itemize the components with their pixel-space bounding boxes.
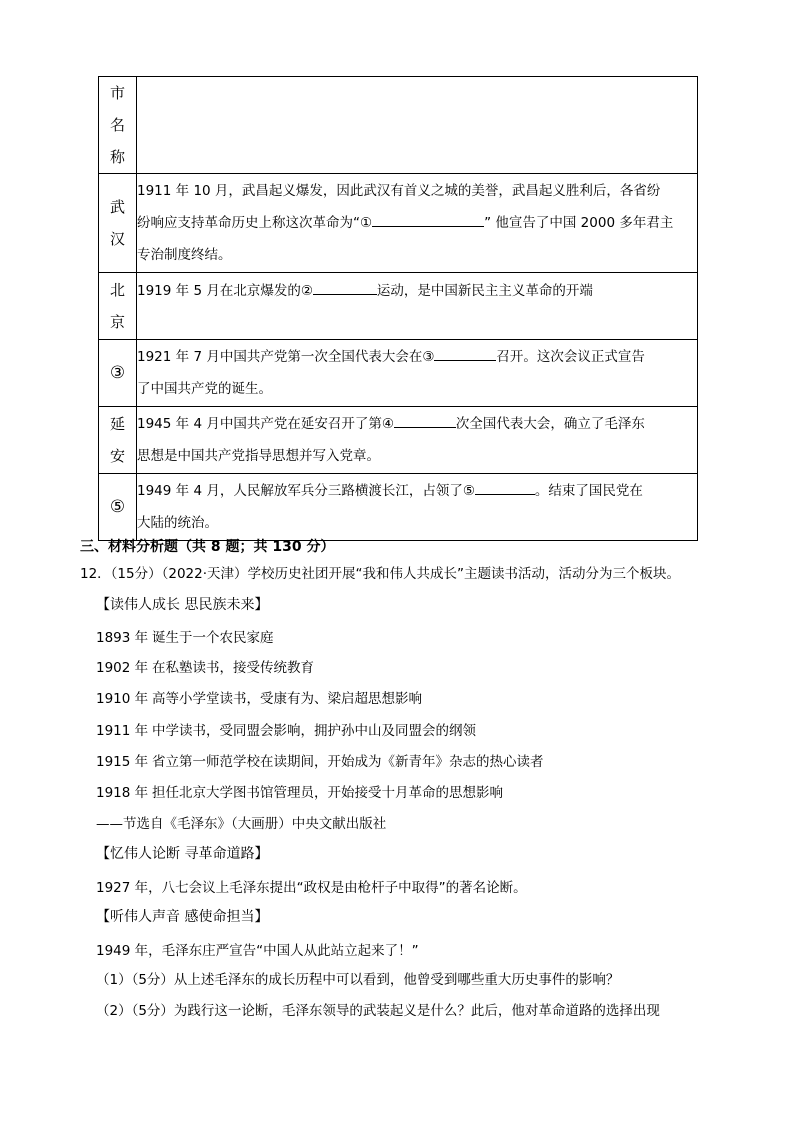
city-cell: ⑤ (99, 474, 137, 541)
city-cell: ③ (99, 340, 137, 407)
table-row (99, 174, 698, 273)
timeline-item: 1910 年 高等小学堂读书，受康有为、梁启超思想影响 (96, 691, 422, 707)
answer-blank-5[interactable] (475, 481, 535, 496)
city-cell: 北 京 (99, 273, 137, 340)
answer-blank-4[interactable] (394, 414, 456, 429)
timeline-item: 1918 年 担任北京大学图书馆管理员，开始接受十月革命的思想影响 (96, 785, 503, 801)
block-title: 【读伟人成长 思民族未来】 (96, 597, 269, 613)
history-table (98, 76, 698, 541)
question-heading: 12．（15分）（2022·天津）学校历史社团开展“我和伟人共成长”主题读书活动，活动分为三个板块。 (80, 566, 680, 582)
description-cell: 1921 年 7 月中国共产党第一次全国代表大会在③ 召开。这次会议正式宣告 了中国共产党的诞生。 (137, 340, 698, 407)
description-cell: 1919 年 5 月在北京爆发的② 运动，是中国新民主主义革命的开端 (137, 273, 698, 340)
description-cell: 1911 年 10 月，武昌起义爆发，因此武汉有首义之城的美誉，武昌起义胜利后，各省纷 纷响应支持革命历史上称这次革命为“① ” 他宣告了中国 2000 多年君主 专治制度终结。 (137, 174, 698, 273)
block-text: 1927 年，八七会议上毛泽东提出“政权是由枪杆子中取得”的著名论断。 (96, 880, 527, 896)
block-title: 【听伟人声音 感使命担当】 (96, 909, 269, 925)
timeline-item: 1893 年 诞生于一个农民家庭 (96, 630, 274, 646)
timeline-item: 1915 年 省立第一师范学校在读期间，开始成为《新青年》杂志的热心读者 (96, 754, 544, 770)
city-header-cell: 市 名 称 (99, 77, 137, 174)
timeline-item: 1911 年 中学读书，受同盟会影响，拥护孙中山及同盟会的纲领 (96, 723, 476, 739)
table-row (99, 273, 698, 340)
description-cell: 1945 年 4 月中国共产党在延安召开了第④ 次全国代表大会，确立了毛泽东 思想是中国共产党指导思想并写入党章。 (137, 407, 698, 474)
source-citation: ——节选自《毛泽东》（大画册）中央文献出版社 (96, 816, 387, 832)
section-title: 三、材料分析题（共 8 题；共 130 分） (80, 539, 335, 555)
table-row (99, 407, 698, 474)
block-text: 1949 年，毛泽东庄严宣告“中国人从此站立起来了！” (96, 943, 419, 959)
block-title: 【忆伟人论断 寻革命道路】 (96, 846, 269, 862)
answer-blank-1[interactable] (372, 213, 484, 228)
table-row (99, 340, 698, 407)
answer-blank-3[interactable] (434, 347, 496, 362)
timeline-item: 1902 年 在私塾读书，接受传统教育 (96, 660, 314, 676)
description-cell: 1949 年 4 月，人民解放军兵分三路横渡长江，占领了⑤ 。结束了国民党在 大陆的统治。 (137, 474, 698, 541)
table-row (99, 77, 698, 174)
sub-question-2: （2）（5分）为践行这一论断，毛泽东领导的武装起义是什么？此后，他对革命道路的选择出现 (96, 1003, 660, 1019)
answer-blank-2[interactable] (313, 281, 377, 296)
sub-question-1: （1）（5分）从上述毛泽东的成长历程中可以看到，他曾受到哪些重大历史事件的影响？ (96, 972, 620, 988)
city-cell: 延 安 (99, 407, 137, 474)
empty-header-cell (137, 77, 698, 174)
city-cell: 武 汉 (99, 174, 137, 273)
table-row (99, 474, 698, 541)
